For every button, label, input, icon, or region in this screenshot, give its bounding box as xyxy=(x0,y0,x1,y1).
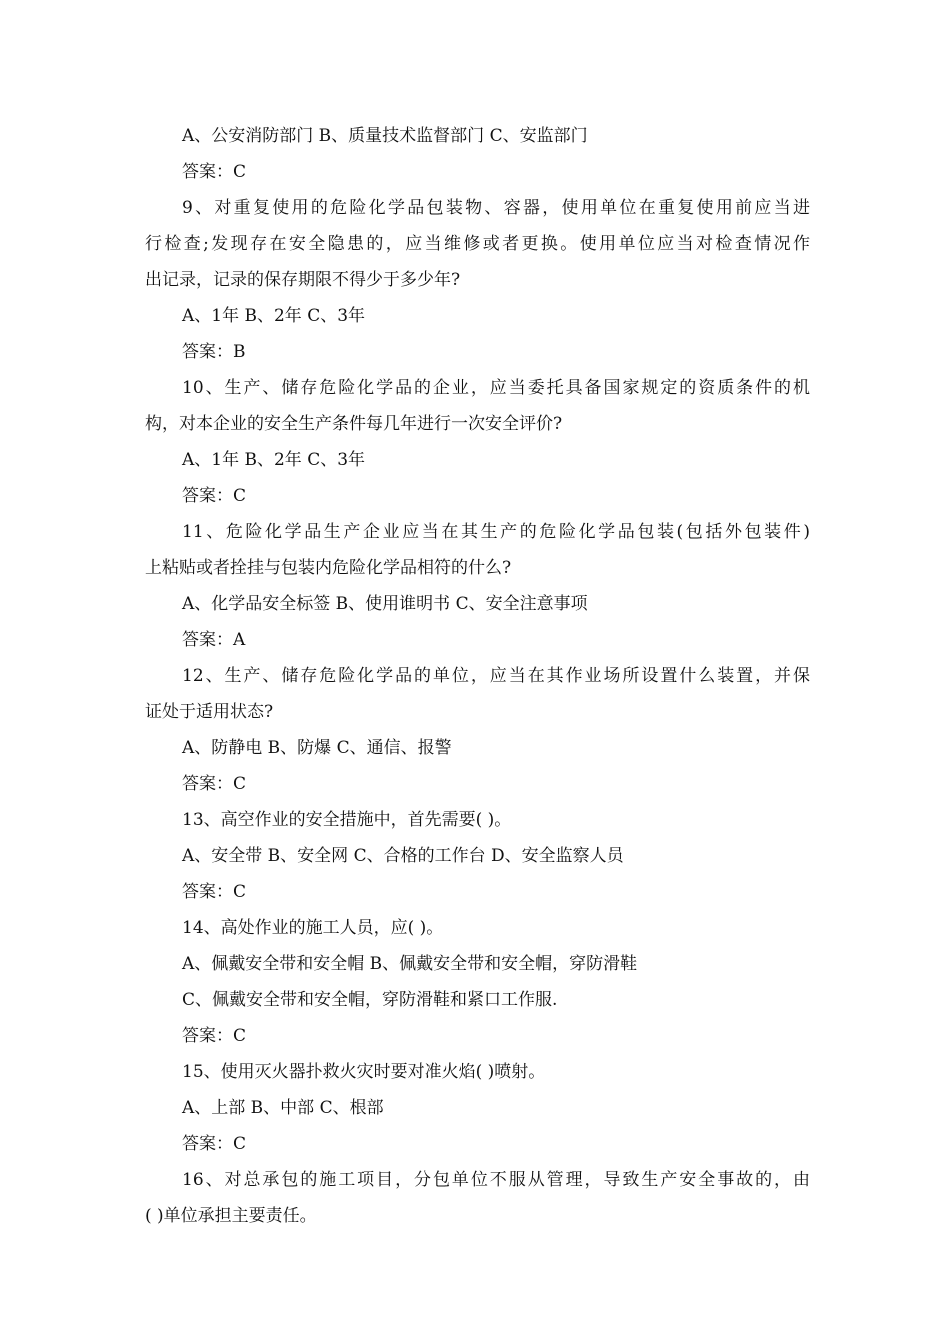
text-line: 12、生产、储存危险化学品的单位，应当在其作业场所设置什么装置，并保 xyxy=(182,666,810,686)
text-line: 16、对总承包的施工项目，分包单位不服从管理，导致生产安全事故的，由 xyxy=(182,1170,810,1190)
text-line: A、1年 B、2年 C、3年 xyxy=(182,306,366,326)
text-line: A、上部 B、中部 C、根部 xyxy=(182,1098,384,1118)
text-line: A、公安消防部门 B、质量技术监督部门 C、安监部门 xyxy=(182,126,588,146)
text-line: 答案：C xyxy=(182,882,247,902)
text-line: A、安全带 B、安全网 C、合格的工作台 D、安全监察人员 xyxy=(182,846,624,866)
text-line: 15、使用灭火器扑救火灾时要对准火焰( )喷射。 xyxy=(182,1062,546,1082)
text-line: 13、高空作业的安全措施中，首先需要( )。 xyxy=(182,810,512,830)
document-page xyxy=(145,118,810,1234)
text-line: A、防静电 B、防爆 C、通信、报警 xyxy=(182,738,452,758)
text-line: A、化学品安全标签 B、使用谁明书 C、安全注意事项 xyxy=(182,594,588,614)
text-line: 答案：C xyxy=(182,162,247,182)
text-line: 答案：A xyxy=(182,630,246,650)
text-line: 答案：C xyxy=(182,774,247,794)
text-line: 出记录，记录的保存期限不得少于多少年? xyxy=(145,270,461,290)
text-line: 上粘贴或者拴挂与包装内危险化学品相符的什么? xyxy=(145,558,512,578)
text-line: 答案：C xyxy=(182,486,247,506)
text-line: C、佩戴安全带和安全帽，穿防滑鞋和紧口工作服. xyxy=(182,990,558,1010)
text-line: 答案：B xyxy=(182,342,246,362)
text-line: 10、生产、储存危险化学品的企业，应当委托具备国家规定的资质条件的机 xyxy=(182,378,810,398)
text-line: 证处于适用状态? xyxy=(145,702,274,722)
text-line: 构，对本企业的安全生产条件每几年进行一次安全评价? xyxy=(145,414,563,434)
text-line: 答案：C xyxy=(182,1026,247,1046)
text-line: 11、危险化学品生产企业应当在其生产的危险化学品包装(包括外包装件) xyxy=(182,522,810,542)
text-line: ( )单位承担主要责任。 xyxy=(145,1206,317,1226)
text-line: A、佩戴安全带和安全帽 B、佩戴安全带和安全帽，穿防滑鞋 xyxy=(182,954,638,974)
text-line: 答案：C xyxy=(182,1134,247,1154)
text-line: 行检查;发现存在安全隐患的，应当维修或者更换。使用单位应当对检查情况作 xyxy=(145,234,810,254)
text-line: A、1年 B、2年 C、3年 xyxy=(182,450,366,470)
text-line: 9、对重复使用的危险化学品包装物、容器，使用单位在重复使用前应当进 xyxy=(182,198,810,218)
text-line: 14、高处作业的施工人员，应( )。 xyxy=(182,918,444,938)
